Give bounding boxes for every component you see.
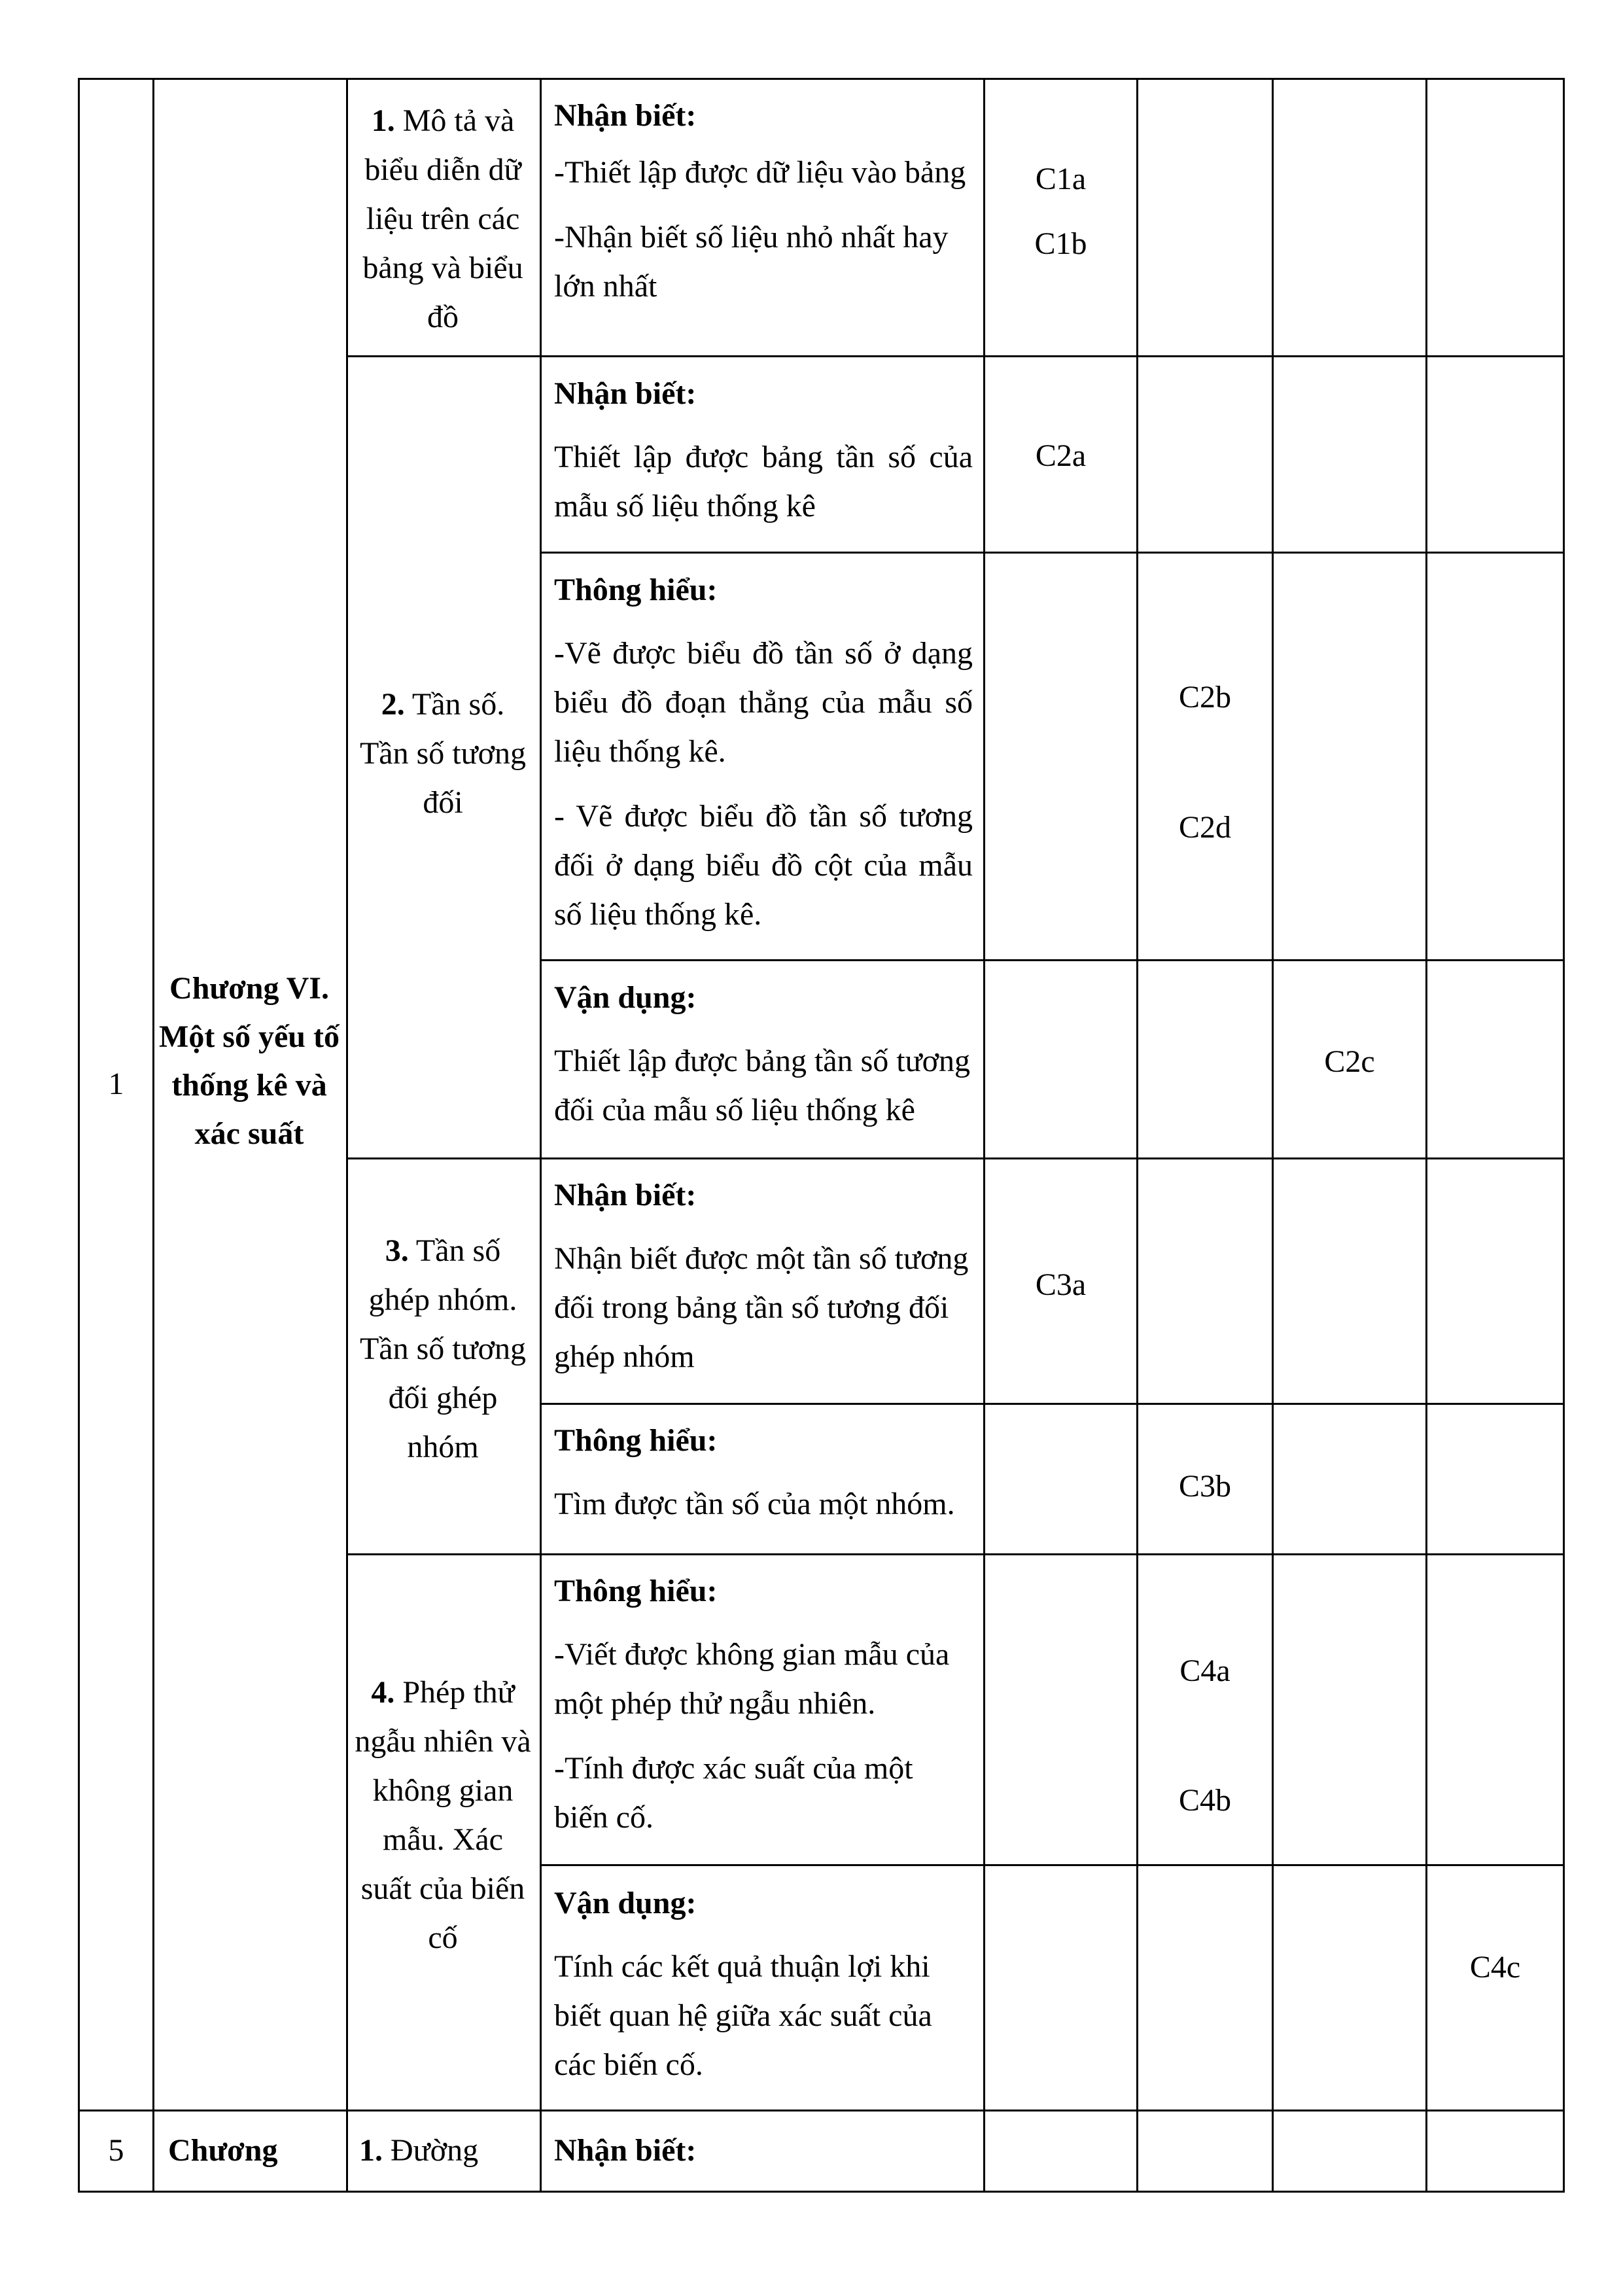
question-mark: C3a bbox=[1035, 1267, 1087, 1302]
col-divider-7 bbox=[1425, 78, 1427, 2193]
question-mark: C4c bbox=[1469, 1950, 1521, 1985]
requirement-block bbox=[554, 565, 973, 939]
question-mark: C3b bbox=[1178, 1469, 1231, 1504]
requirement-item: -Viết được không gian mẫu của một phép thử ngẫu nhiên. bbox=[554, 1637, 950, 1721]
row-divider bbox=[346, 1157, 1565, 1159]
requirement-item: Tìm được tần số của một nhóm. bbox=[554, 1487, 955, 1521]
topic-3: 3. Tần số ghép nhóm. Tần số tương đối ghép nhóm bbox=[359, 1233, 527, 1464]
level-label: Nhận biết: bbox=[554, 98, 697, 133]
question-mark: C4a bbox=[1179, 1653, 1230, 1688]
row-number: 1 bbox=[108, 1067, 124, 1101]
requirement-item: -Nhận biết số liệu nhỏ nhất hay lớn nhất bbox=[554, 220, 949, 304]
level-label: Thông hiểu: bbox=[554, 1574, 718, 1608]
requirement-item: Tính các kết quả thuận lợi khi biết quan hệ giữa xác suất của các biến cố. bbox=[554, 1949, 932, 2082]
table-border-left bbox=[78, 78, 80, 2193]
requirement-block bbox=[554, 91, 973, 311]
question-mark: C2d bbox=[1178, 810, 1231, 845]
requirement-block bbox=[554, 1171, 973, 1381]
row-divider bbox=[78, 2110, 1565, 2111]
requirement-item: Thiết lập được bảng tần số tương đối của mẫu số liệu thống kê bbox=[554, 1044, 970, 1127]
question-mark: C1b bbox=[1034, 226, 1087, 261]
row-divider bbox=[346, 355, 1565, 357]
requirement-item: - Vẽ được biểu đồ tần số tương đối ở dạng biểu đồ cột của mẫu số liệu thống kê. bbox=[554, 799, 973, 932]
level-label: Thông hiểu: bbox=[554, 573, 718, 607]
level-label: Vận dụng: bbox=[554, 1886, 697, 1920]
row-divider bbox=[540, 959, 1565, 961]
topic-1: 1. Mô tả và biểu diễn dữ liệu trên các bảng và biểu đồ bbox=[362, 103, 523, 334]
requirement-block bbox=[554, 973, 973, 1135]
requirement-item: Nhận biết được một tần số tương đối trong bảng tần số tương đối ghép nhóm bbox=[554, 1241, 969, 1374]
question-mark: C1a bbox=[1035, 162, 1087, 196]
level-label: Nhận biết: bbox=[554, 376, 697, 411]
level-label: Nhận biết: bbox=[554, 1178, 697, 1212]
chapter-title: Chương bbox=[168, 2133, 278, 2168]
table-border-top bbox=[78, 78, 1565, 80]
level-label: Nhận biết: bbox=[554, 2133, 697, 2168]
col-divider-4 bbox=[983, 78, 985, 2193]
row-divider bbox=[346, 1553, 1565, 1555]
requirement-item: -Thiết lập được dữ liệu vào bảng bbox=[554, 155, 966, 190]
level-label: Thông hiểu: bbox=[554, 1423, 718, 1458]
row-divider bbox=[540, 1864, 1565, 1866]
level-label: Vận dụng: bbox=[554, 980, 697, 1015]
requirement-block bbox=[554, 1416, 973, 1528]
question-mark: C4b bbox=[1178, 1783, 1231, 1818]
topic-5-1: 1. Đường bbox=[359, 2133, 479, 2168]
requirement-item: -Tính được xác suất của một biến cố. bbox=[554, 1751, 913, 1835]
col-divider-6 bbox=[1272, 78, 1274, 2193]
assessment-table bbox=[78, 78, 1565, 2193]
row-divider bbox=[540, 552, 1565, 554]
row-divider bbox=[540, 1403, 1565, 1405]
requirement-item: Thiết lập được bảng tần số của mẫu số liệu thống kê bbox=[554, 440, 973, 523]
col-divider-3 bbox=[540, 78, 542, 2193]
col-divider-1 bbox=[152, 78, 154, 2193]
col-divider-2 bbox=[346, 78, 348, 2193]
chapter-title: Chương VI. Một số yếu tố thống kê và xác suất bbox=[159, 971, 340, 1151]
table-border-bottom bbox=[78, 2191, 1565, 2193]
requirement-item: -Vẽ được biểu đồ tần số ở dạng biểu đồ đoạn thẳng của mẫu số liệu thống kê. bbox=[554, 636, 973, 769]
question-mark: C2c bbox=[1324, 1044, 1375, 1079]
question-mark: C2a bbox=[1035, 438, 1087, 473]
topic-4: 4. Phép thử ngẫu nhiên và không gian mẫu. Xác suất của biến cố bbox=[355, 1675, 531, 1955]
table-border-right bbox=[1563, 78, 1565, 2193]
requirement-block bbox=[554, 1879, 973, 2089]
question-mark: C2b bbox=[1178, 680, 1231, 715]
col-divider-5 bbox=[1136, 78, 1138, 2193]
topic-2: 2. Tần số. Tần số tương đối bbox=[359, 687, 527, 820]
row-number: 5 bbox=[108, 2133, 124, 2168]
requirement-block bbox=[554, 1566, 973, 1842]
requirement-block bbox=[554, 369, 973, 531]
